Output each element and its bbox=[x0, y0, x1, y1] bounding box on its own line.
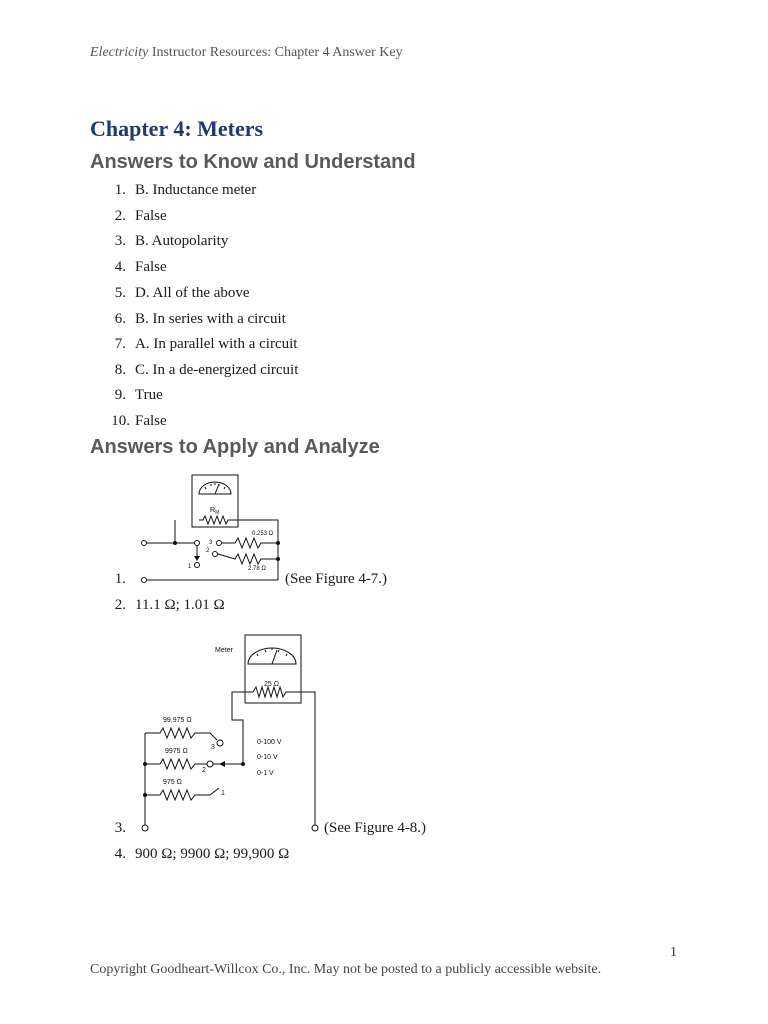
tap-1-label: 1 bbox=[188, 564, 192, 570]
list-number: 1. bbox=[114, 571, 126, 587]
figure-4-8-diagram bbox=[135, 630, 325, 835]
list-number: 9. bbox=[114, 387, 126, 403]
tap-2-label: 2 bbox=[202, 767, 206, 774]
list-number: 1. bbox=[114, 182, 126, 198]
running-header bbox=[90, 45, 403, 61]
list-number: 8. bbox=[114, 362, 126, 378]
resistor-2-label: 9975 Ω bbox=[165, 748, 188, 755]
list-item: False bbox=[135, 259, 167, 275]
section-heading-apply: Answers to Apply and Analyze bbox=[90, 436, 380, 458]
range-100v-label: 0-100 V bbox=[257, 739, 282, 746]
meter-box bbox=[245, 635, 301, 703]
list-item: False bbox=[135, 413, 167, 429]
list-item: 11.1 Ω; 1.01 Ω bbox=[135, 597, 225, 613]
list-item: (See Figure 4-8.) bbox=[324, 820, 427, 836]
list-item: False bbox=[135, 208, 167, 224]
meter-dial bbox=[248, 648, 296, 664]
list-item: B. Autopolarity bbox=[135, 233, 229, 249]
list-item: B. In series with a circuit bbox=[135, 311, 286, 327]
header-subtitle: Instructor Resources: Chapter 4 Answer Key bbox=[148, 45, 403, 60]
figure-4-7-diagram bbox=[135, 470, 285, 590]
list-item: B. Inductance meter bbox=[135, 182, 257, 198]
meter-label: Meter bbox=[215, 647, 233, 654]
copyright-footer: Copyright Goodheart-Willcox Co., Inc. May not be posted to a publicly accessible website. bbox=[90, 962, 602, 977]
list-number: 2. bbox=[114, 597, 126, 613]
meter-resistance-label: 25 Ω bbox=[264, 681, 279, 688]
list-item: True bbox=[135, 387, 163, 403]
list-item: C. In a de-energized circuit bbox=[135, 362, 299, 378]
meter-box bbox=[192, 475, 238, 527]
list-number: 5. bbox=[114, 285, 126, 301]
shunt-bottom-label: 2.78 Ω bbox=[248, 566, 266, 572]
tap-1-label: 1 bbox=[221, 790, 225, 797]
list-number: 3. bbox=[114, 820, 126, 836]
list-number: 7. bbox=[114, 336, 126, 352]
tap-3-label: 3 bbox=[211, 744, 215, 751]
tap-3-label: 3 bbox=[209, 540, 213, 546]
shunt-top-label: 0.253 Ω bbox=[252, 531, 274, 537]
list-item: 900 Ω; 9900 Ω; 99,900 Ω bbox=[135, 846, 290, 862]
list-number: 4. bbox=[114, 846, 126, 862]
list-item: (See Figure 4-7.) bbox=[285, 571, 388, 587]
list-item: A. In parallel with a circuit bbox=[135, 336, 298, 352]
list-item: D. All of the above bbox=[135, 285, 250, 301]
chapter-title: Chapter 4: Meters bbox=[90, 116, 264, 141]
rm-label: $R_M$ bbox=[210, 507, 220, 516]
list-number: 3. bbox=[114, 233, 126, 249]
tap-2-label: 2 bbox=[206, 548, 210, 554]
resistor-3-label: 975 Ω bbox=[163, 779, 182, 786]
list-number: 2. bbox=[114, 208, 126, 224]
range-1v-label: 0-1 V bbox=[257, 770, 274, 777]
book-title: Electricity bbox=[90, 45, 149, 60]
section-heading-know: Answers to Know and Understand bbox=[90, 151, 416, 173]
range-10v-label: 0-10 V bbox=[257, 754, 278, 761]
list-number: 4. bbox=[114, 259, 126, 275]
page-number: 1 bbox=[670, 945, 677, 960]
resistor-1-label: 99,975 Ω bbox=[163, 717, 192, 724]
list-number: 10. bbox=[111, 413, 130, 429]
list-number: 6. bbox=[114, 311, 126, 327]
